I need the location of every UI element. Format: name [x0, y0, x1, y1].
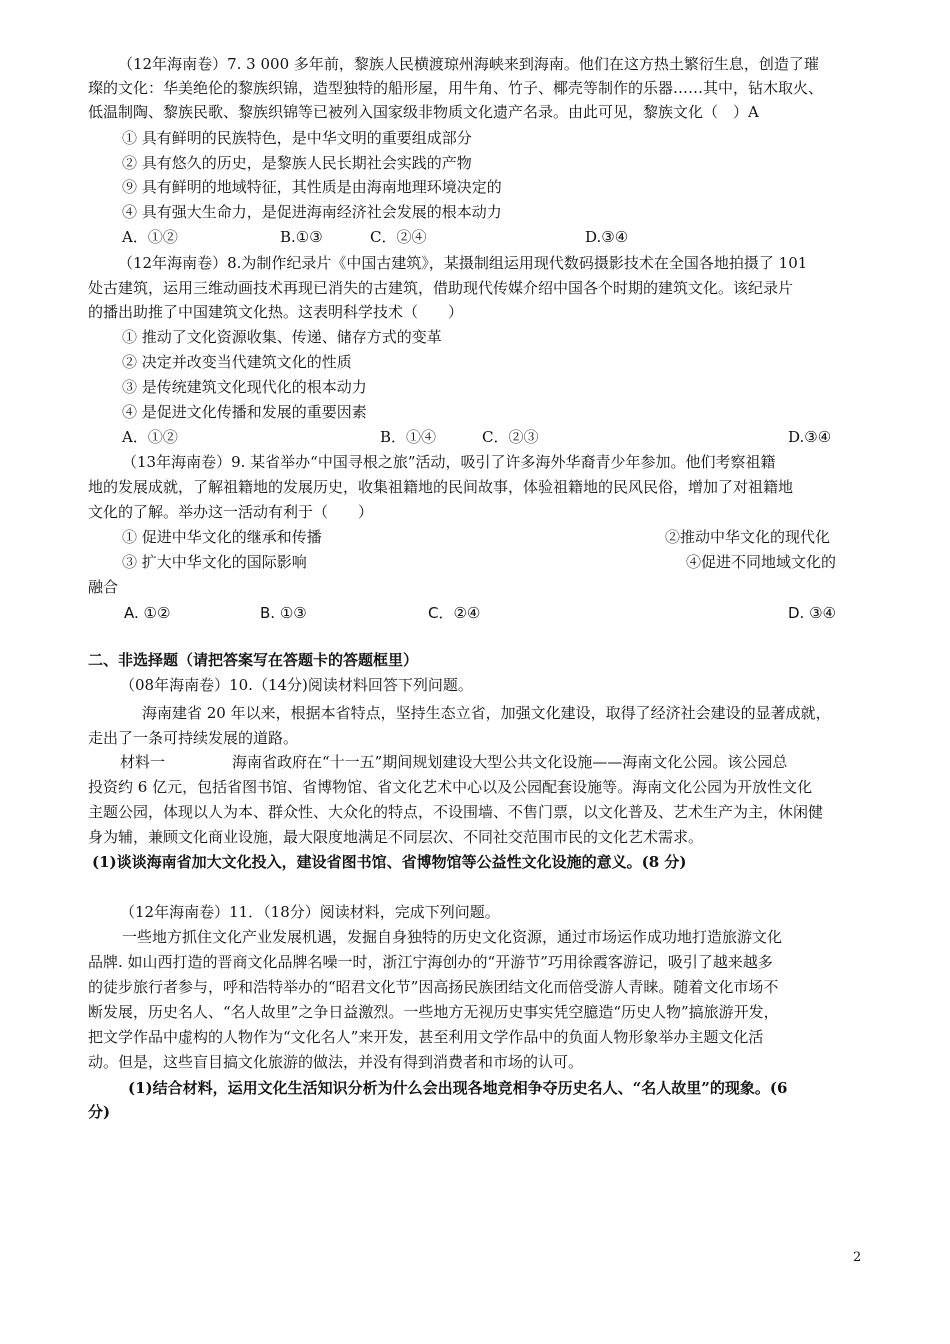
q9-option-3: ③ 扩大中华文化的国际影响 — [122, 553, 307, 571]
q7-line-2: 璨的文化：华美绝伦的黎族织锦，造型独特的船形屋，用牛角、竹子、椰壳等制作的乐器……其中，钻木取火、 — [88, 79, 824, 97]
q9-choice-d: D. ③④ — [788, 604, 836, 622]
q11-paragraph-line-2: 品牌. 如山西打造的晋商文化品牌名噪一时，浙江宁海创办的“开游节”巧用徐霞客游记，吸引了越来越多 — [88, 953, 773, 971]
q10-material-line-4: 身为辅，兼顾文化商业设施，最大限度地满足不同层次、不同社交范围市民的文化艺术需求。 — [88, 828, 704, 846]
q10-question: (1)谈谈海南省加大文化投入，建设省图书馆、省博物馆等公益性文化设施的意义。(8 分) — [92, 853, 687, 871]
q7-choice-c: C．②④ — [370, 228, 427, 246]
q9-choice-b: B. ①③ — [260, 604, 307, 622]
q10-line-1: （08年海南卷）10.（14分)阅读材料回答下列问题。 — [120, 676, 473, 694]
q11-question-line-2: 分) — [88, 1103, 111, 1121]
q9-choice-a: A. ①② — [124, 604, 171, 622]
q7-option-4: ④ 具有强大生命力，是促进海南经济社会发展的根本动力 — [122, 203, 502, 221]
section-heading: 二、非选择题（请把答案写在答题卡的答题框里） — [88, 651, 419, 669]
q8-choice-a: A．①② — [122, 428, 178, 446]
q9-choice-c: C．②④ — [428, 604, 481, 622]
q9-option-1: ① 促进中华文化的继承和传播 — [122, 528, 322, 546]
q11-paragraph-line-3: 的徒步旅行者参与，呼和浩特举办的“昭君文化节”因高扬民族团结文化而倍受游人青睐。随着文化市场不 — [88, 978, 779, 996]
q7-line-1: （12年海南卷）7. 3 000 多年前，黎族人民横渡琼州海峡来到海南。他们在这方热土繁衍生息，创造了璀 — [118, 55, 819, 73]
q7-line-3: 低温制陶、黎族民歌、黎族织锦等已被列入国家级非物质文化遗产名录。由此可见，黎族文化（ ）A — [88, 103, 759, 121]
q11-paragraph-line-4: 断发展，历史名人、“名人故里”之争日益激烈。一些地方无视历史事实凭空臆造“历史人物”搞旅游开发， — [88, 1003, 779, 1021]
q10-line-3: 走出了一条可持续发展的道路。 — [88, 729, 299, 747]
q7-option-1: ① 具有鲜明的民族特色，是中华文明的重要组成部分 — [122, 129, 472, 147]
q8-choice-d: D.③④ — [788, 428, 832, 446]
q7-choice-d: D.③④ — [585, 228, 629, 246]
q9-option-4-continued: 融合 — [88, 578, 119, 596]
q7-option-3: ⑨ 具有鲜明的地域特征，其性质是由海南地理环境决定的 — [122, 178, 502, 196]
q7-choice-b: B.①③ — [280, 228, 323, 246]
q10-material-line-3: 主题公园，体现以人为本、群众性、大众化的特点，不设围墙、不售门票，以文化普及、艺术生产为主，休闲健 — [88, 803, 824, 821]
q11-line-1: （12年海南卷）11．（18分）阅读材料，完成下列问题。 — [120, 903, 500, 921]
q9-line-1: （13年海南卷）9. 某省举办“中国寻根之旅”活动，吸引了许多海外华裔青少年参加。他们考察祖籍 — [122, 453, 776, 471]
q8-option-3: ③ 是传统建筑文化现代化的根本动力 — [122, 378, 367, 396]
page-number: 2 — [853, 1250, 862, 1265]
q8-line-2: 处古建筑，运用三维动画技术再现已消失的古建筑，借助现代传媒介绍中国各个时期的建筑文化。该纪录片 — [88, 279, 794, 297]
q11-paragraph-line-5: 把文学作品中虚构的人物作为“文化名人”来开发，甚至利用文学作品中的负面人物形象举办主题文化活 — [88, 1028, 764, 1046]
q7-option-2: ② 具有悠久的历史，是黎族人民长期社会实践的产物 — [122, 154, 472, 172]
q9-option-4: ④促进不同地域文化的 — [686, 553, 837, 571]
q9-line-2: 地的发展成就，了解祖籍地的发展历史，收集祖籍地的民间故事，体验祖籍地的民风民俗，增加了对祖籍地 — [88, 478, 794, 496]
q8-choice-c: C．②③ — [482, 428, 539, 446]
q8-line-3: 的播出助推了中国建筑文化热。这表明科学技术（ ） — [88, 303, 464, 321]
q11-paragraph-line-6: 动。但是，这些盲目搞文化旅游的做法，并没有得到消费者和市场的认可。 — [88, 1053, 584, 1071]
q8-option-2: ② 决定并改变当代建筑文化的性质 — [122, 353, 352, 371]
q10-material-line-2: 投资约 6 亿元，包括省图书馆、省博物馆、省文化艺术中心以及公园配套设施等。海南文化公园为开放性文化 — [88, 778, 813, 796]
q9-option-2: ②推动中华文化的现代化 — [665, 528, 831, 546]
q11-paragraph-line-1: 一些地方抓住文化产业发展机遇，发掘自身独特的历史文化资源，通过市场运作成功地打造旅游文化 — [122, 928, 783, 946]
q10-line-2: 海南建省 20 年以来，根据本省特点，坚持生态立省，加强文化建设，取得了经济社会建设的显著成就， — [142, 704, 831, 722]
q11-question-line-1: (1)结合材料，运用文化生活知识分析为什么会出现各地竞相争夺历史名人、“名人故里”的现象。(6 — [128, 1079, 788, 1097]
q8-option-1: ① 推动了文化资源收集、传递、储存方式的变革 — [122, 328, 442, 346]
q8-option-4: ④ 是促进文化传播和发展的重要因素 — [122, 403, 367, 421]
q10-material-line-1: 海南省政府在“十一五”期间规划建设大型公共文化设施——海南文化公园。该公园总 — [232, 753, 788, 771]
q10-material-label: 材料一 — [120, 753, 166, 771]
q9-line-3: 文化的了解。举办这一活动有利于（ ） — [88, 503, 374, 521]
q7-choice-a: A．①② — [122, 228, 178, 246]
q8-line-1: （12年海南卷）8.为制作纪录片《中国古建筑》，某摄制组运用现代数码摄影技术在全国各地拍摄了 101 — [118, 254, 808, 272]
q8-choice-b: B．①④ — [380, 428, 437, 446]
